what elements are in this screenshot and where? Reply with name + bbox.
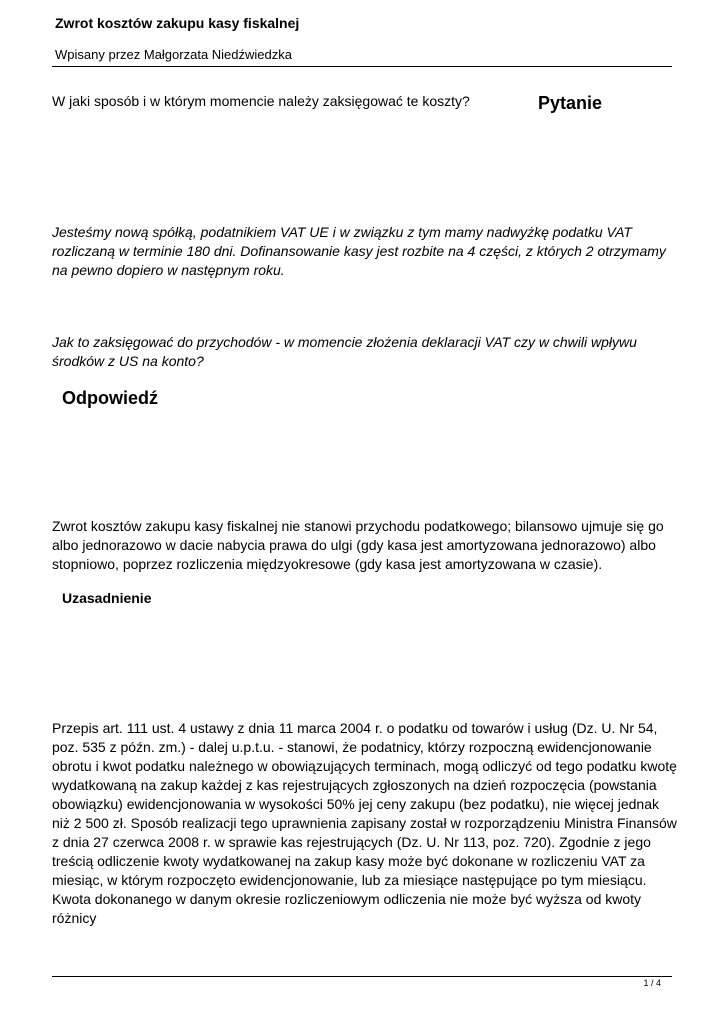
document-title: Zwrot kosztów zakupu kasy fiskalnej	[55, 15, 300, 31]
section-heading-answer: Odpowiedź	[62, 388, 158, 408]
footer-divider	[52, 976, 672, 977]
header-divider	[52, 66, 672, 67]
section-heading-justification: Uzasadnienie	[62, 590, 152, 606]
section-heading-question: Pytanie	[538, 93, 603, 113]
question-paragraph-2: Jak to zaksięgować do przychodów - w momencie złożenia deklaracji VAT czy w chwili wpływu środków z US na konto?	[52, 334, 637, 369]
question-paragraph-1: Jesteśmy nową spółką, podatnikiem VAT UE i w związku z tym mamy nadwyżkę podatku VAT rozliczaną w terminie 180 dni. Dofinansowanie kasy jest rozbite na 4 części, z których 2 otrzymamy na pewno dopiero w następnym roku.	[52, 224, 666, 278]
author-line: Wpisany przez Małgorzata Niedźwiedzka	[55, 47, 292, 62]
question-lead: W jaki sposób i w którym momencie należy zaksięgować te koszty?	[52, 93, 470, 109]
answer-paragraph: Zwrot kosztów zakupu kasy fiskalnej nie stanowi przychodu podatkowego; bilansowo ujmuje się go albo jednorazowo w dacie nabycia prawa do ulgi (gdy kasa jest amortyzowana jednorazowo) albo stopniowo, poprzez rozliczenia międzyokresowe (gdy kasa jest amortyzowana w czasie).	[52, 518, 664, 572]
justification-paragraph: Przepis art. 111 ust. 4 ustawy z dnia 11 marca 2004 r. o podatku od towarów i usług (Dz. U. Nr 54, poz. 535 z późn. zm.) - dalej u.p.t.u. - stanowi, że podatnicy, którzy rozpoczną ewidencjonowanie obrotu i kwot podatku należnego w obowiązujących terminach, mogą odliczyć od tego podatku kwotę wydatkowaną na zakup każdej z kas rejestrujących zgłoszonych na dzień rozpoczęcia (powstania obowiązku) ewidencjonowania w wysokości 50% jej ceny zakupu (bez podatku), nie więcej jednak niż 2 500 zł. Sposób realizacji tego uprawnienia zapisany został w rozporządzeniu Ministra Finansów z dnia 27 czerwca 2008 r. w sprawie kas rejestrujących (Dz. U. Nr 113, poz. 720). Zgodnie z jego treścią odliczenie kwoty wydatkowanej na zakup kasy może być dokonane w rozliczeniu VAT za miesiąc, w którym rozpoczęto ewidencjonowanie, lub za miesiące następujące po tym miesiącu. Kwota dokonanego w danym okresie rozliczeniowym odliczenia nie może być wyższa od kwoty różnicy	[52, 720, 677, 926]
page-number: 1 / 4	[643, 978, 661, 988]
